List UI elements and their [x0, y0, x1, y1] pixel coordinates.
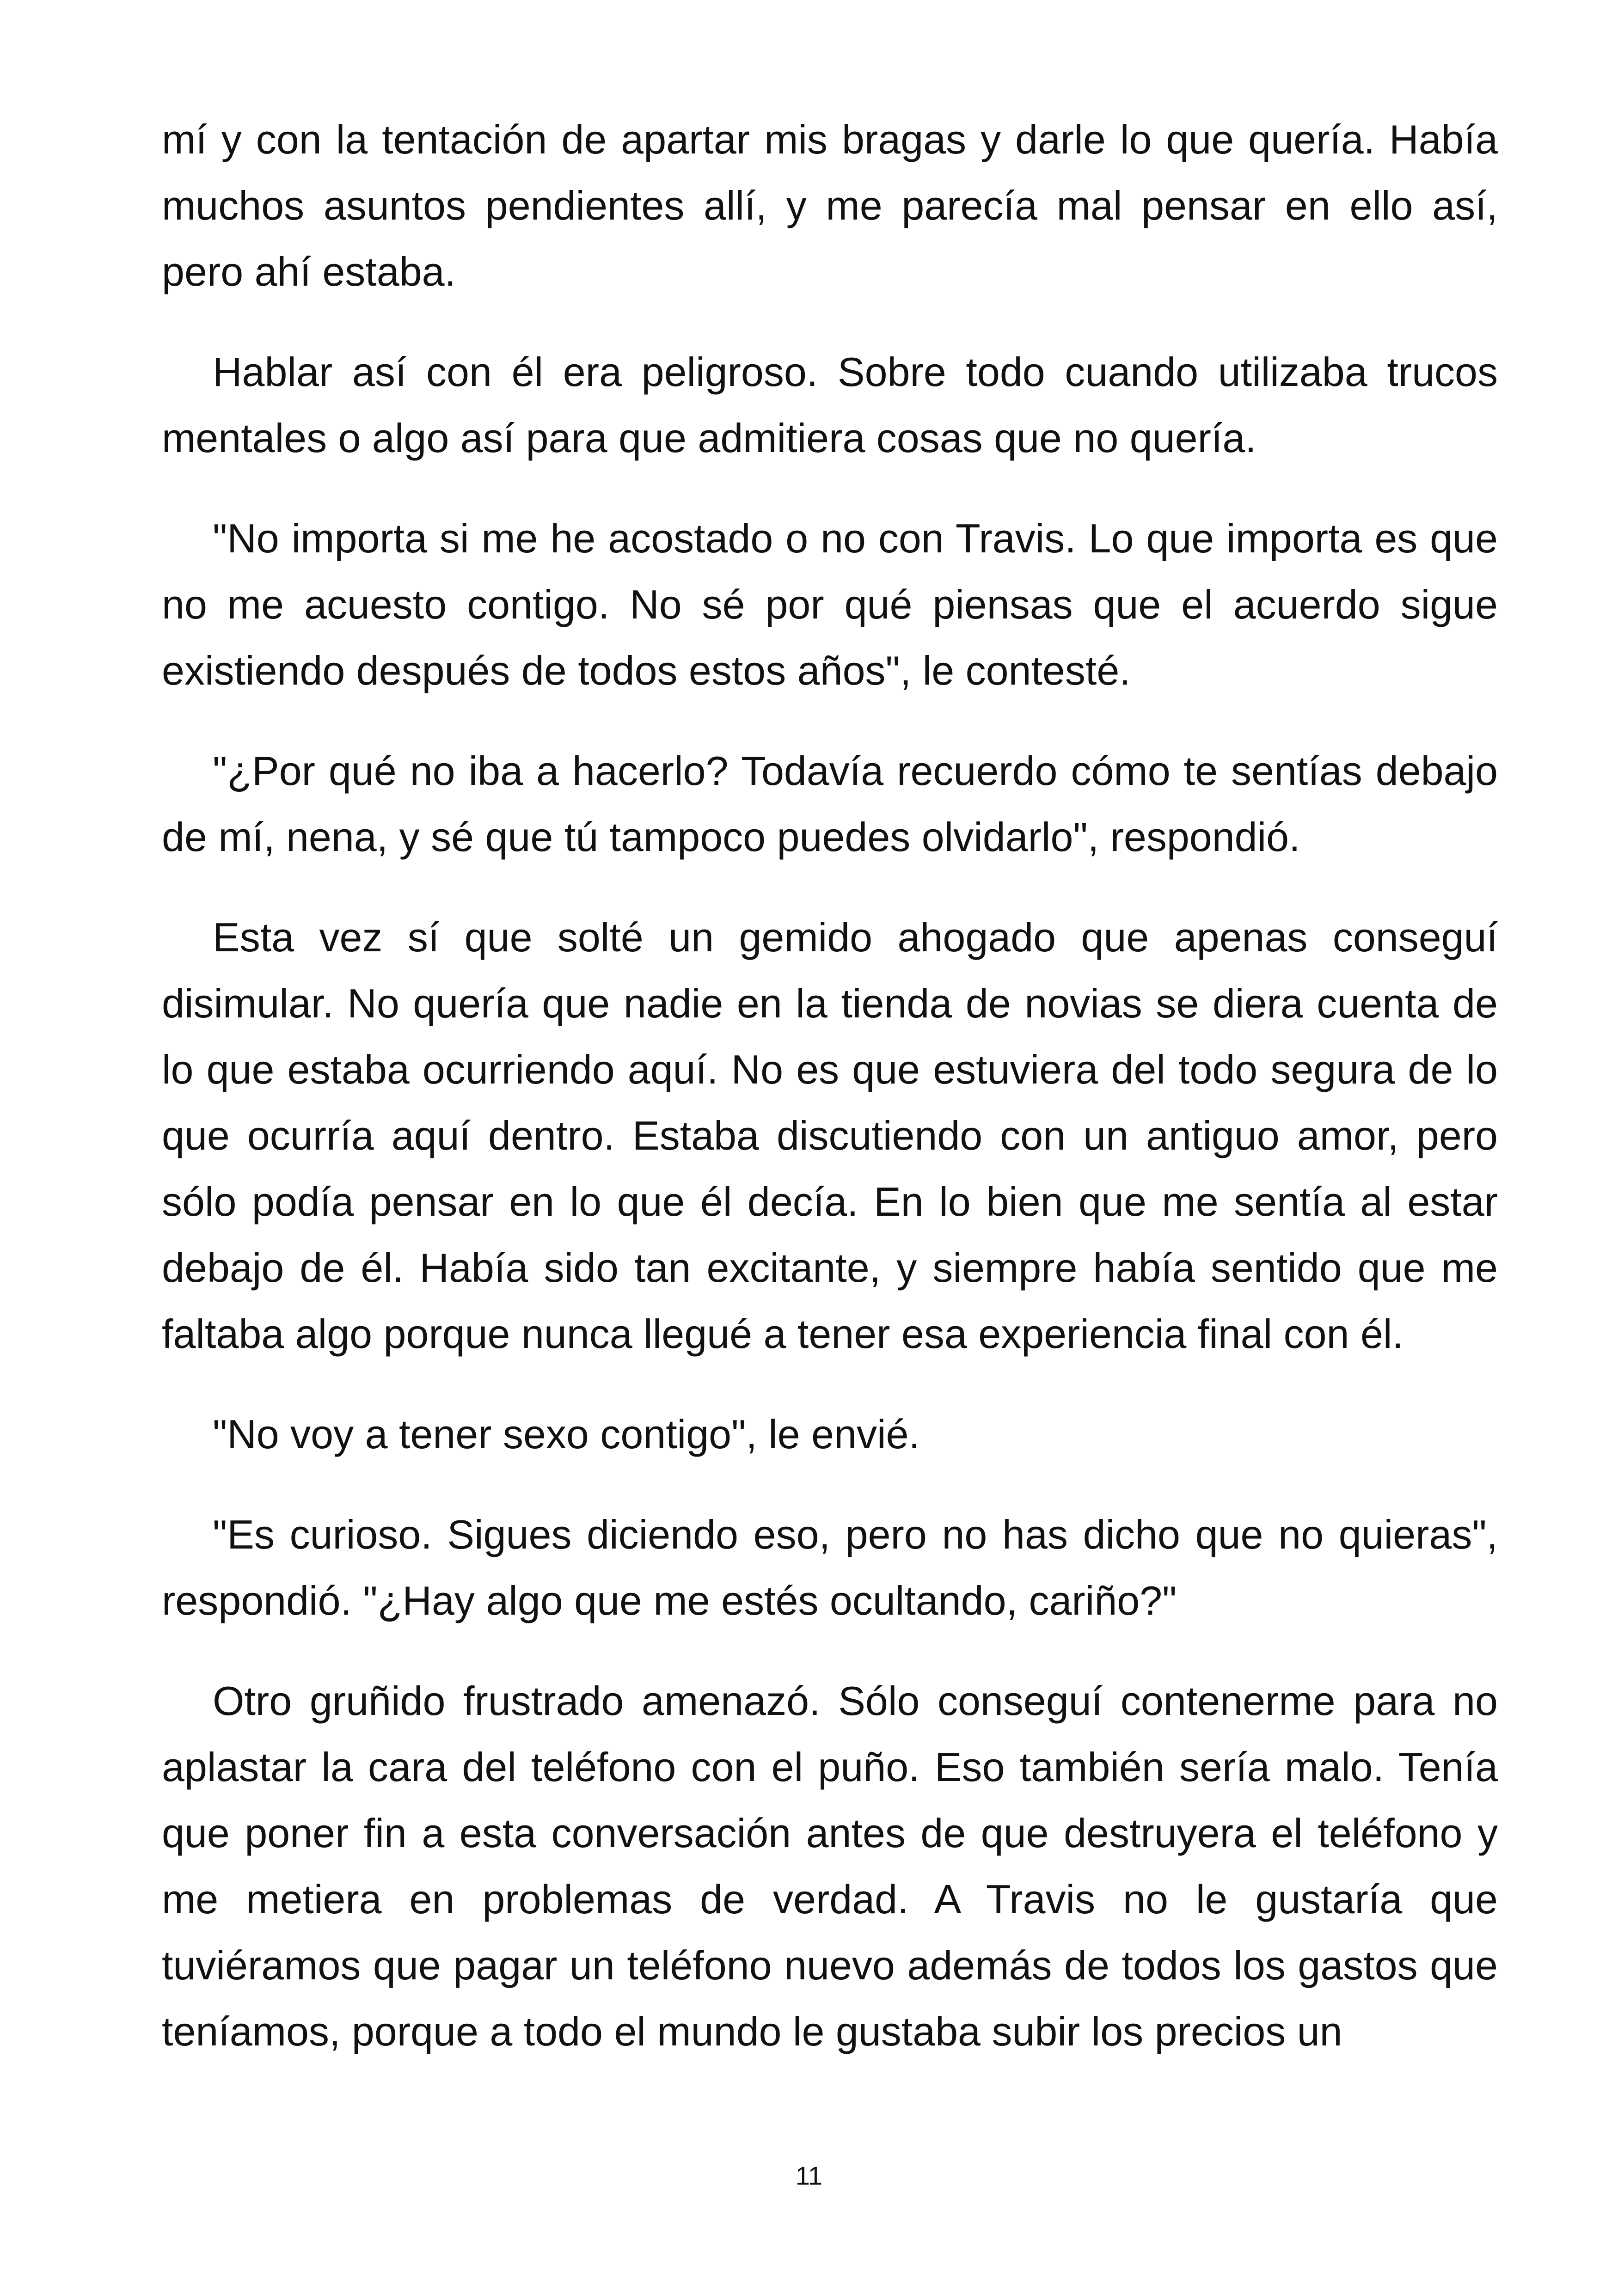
paragraph-2: Hablar así con él era peligroso. Sobre todo cuando utilizaba trucos mentales o algo así para que admitiera cosas que no quería. — [162, 349, 1498, 461]
paragraph-8: Otro gruñido frustrado amenazó. Sólo conseguí contenerme para no aplastar la cara del teléfono con el puño. Eso también sería malo. Tenía que poner fin a esta conversación antes de que destruyera el teléfono y me metiera en problemas de verdad. A Travis no le gustaría que tuviéramos que pagar un teléfono nuevo además de todos los gastos que teníamos, porque a todo el mundo le gustaba subir los precios un — [162, 1678, 1498, 2054]
paragraph-6: "No voy a tener sexo contigo", le envié. — [213, 1411, 920, 1457]
paragraph-5: Esta vez sí que solté un gemido ahogado que apenas conseguí disimular. No quería que nadie en la tienda de novias se diera cuenta de lo que estaba ocurriendo aquí. No es que estuviera del todo segura de lo que ocurría aquí dentro. Estaba discutiendo con un antiguo amor, pero sólo podía pensar en lo que él decía. En lo bien que me sentía al estar debajo de él. Había sido tan excitante, y siempre había sentido que me faltaba algo porque nunca llegué a tener esa experiencia final con él. — [162, 914, 1498, 1357]
body-text — [162, 106, 1498, 2099]
page-number: 11 — [795, 2161, 823, 2190]
paragraph-3: "No importa si me he acostado o no con Travis. Lo que importa es que no me acuesto contigo. No sé por qué piensas que el acuerdo sigue existiendo después de todos estos años", le contesté. — [162, 515, 1498, 693]
paragraph-1: mí y con la tentación de apartar mis bragas y darle lo que quería. Había muchos asuntos pendientes allí, y me parecía mal pensar en ello así, pero ahí estaba. — [162, 116, 1498, 294]
paragraph-7: "Es curioso. Sigues diciendo eso, pero no has dicho que no quieras", respondió. "¿Hay algo que me estés ocultando, cariño?" — [162, 1512, 1498, 1623]
paragraph-4: "¿Por qué no iba a hacerlo? Todavía recuerdo cómo te sentías debajo de mí, nena, y sé que tú tampoco puedes olvidarlo", respondió. — [162, 748, 1498, 860]
